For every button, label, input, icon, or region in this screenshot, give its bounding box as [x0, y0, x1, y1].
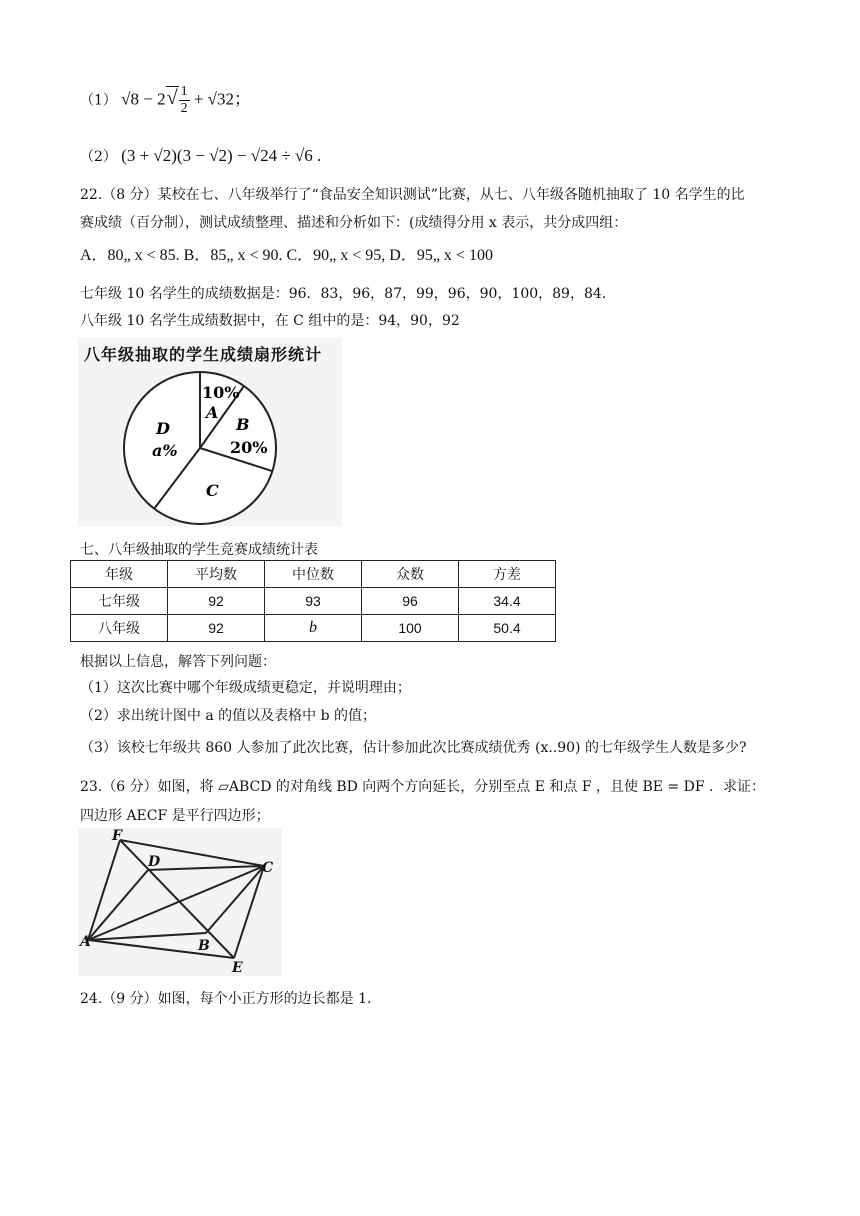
table-header: 年级 [71, 561, 168, 588]
edge-ec [234, 866, 264, 958]
pie-figure [78, 338, 342, 526]
stats-table-title: 七、八年级抽取的学生竞赛成绩统计表 [80, 541, 318, 557]
table-header: 平均数 [168, 561, 265, 588]
pie-label-b: B [236, 415, 250, 434]
pie-title: 八年级抽取的学生成绩扇形统计 [84, 345, 323, 364]
q22-sub3: （3）该校七年级共 860 人参加了此次比赛，估计参加此次比赛成绩优秀 (x..90) 的七年级学生人数是多少? [80, 740, 747, 756]
parallelogram-figure [78, 828, 282, 976]
pie-label-a: A [206, 403, 219, 422]
table-cell: 92 [168, 615, 265, 642]
q23-line1: 23.（6 分）如图，将 ▱ABCD 的对角线 BD 向两个方向延长，分别至点 E 和点 F ，且使 BE = DF ．求证： [80, 779, 766, 795]
edge-fa [88, 840, 120, 940]
q22-sub1: （1）这次比赛中哪个年级成绩更稳定，并说明理由； [80, 680, 411, 696]
q21-part1-expr-b: + √32； [193, 89, 251, 109]
q21-part2-label: （2） [80, 149, 117, 165]
table-cell: 96 [362, 588, 459, 615]
pie-label-a-pct: 10% [202, 383, 240, 402]
edge-ab [88, 933, 206, 940]
table-cell: 93 [265, 588, 362, 615]
q22-line2: 赛成绩（百分制），测试成绩整理、描述和分析如下：(成绩得分用 x 表示，共分成四组： [80, 215, 628, 231]
pie-label-d: D [156, 419, 170, 438]
q21-part2 [80, 146, 321, 166]
pie-label-d-pct: a% [152, 441, 178, 460]
pie-chart [78, 338, 342, 526]
q22-grade8-c: 八年级 10 名学生成绩数据中，在 C 组中的是：94，90，92 [80, 313, 460, 329]
q21-part1: （1） √8 − 2√ $\frac{1}{2}$ + √32； [80, 84, 251, 116]
pie-label-c: C [206, 481, 219, 500]
point-e-label: E [232, 960, 243, 976]
point-d-label: D [148, 854, 161, 870]
table-cell: 34.4 [459, 588, 556, 615]
table-cell: 92 [168, 588, 265, 615]
q23-line2: 四边形 AECF 是平行四边形； [80, 808, 270, 824]
diagonal-ac [88, 866, 264, 940]
table-header-row [71, 561, 556, 588]
table-header: 方差 [459, 561, 556, 588]
table-row [71, 588, 556, 615]
table-row [71, 615, 556, 642]
point-c-label: C [262, 860, 274, 876]
table-header: 中位数 [265, 561, 362, 588]
table-cell: b [265, 615, 362, 642]
table-header: 众数 [362, 561, 459, 588]
point-a-label: A [80, 934, 91, 950]
table-cell: 50.4 [459, 615, 556, 642]
edge-ae [88, 940, 234, 958]
edge-bc [206, 866, 264, 933]
parallelogram-diagram [78, 828, 282, 976]
q21-part1-expr-a: √8 − 2 [121, 89, 166, 109]
point-b-label: B [198, 938, 210, 954]
edge-da [88, 870, 148, 940]
q21-part1-label: （1） [80, 92, 117, 109]
q22-line1: 22.（8 分）某校在七、八年级举行了“食品安全知识测试”比赛，从七、八年级各随机抽取了 10 名学生的比 [80, 187, 745, 203]
fraction-denominator: 2 [180, 101, 188, 116]
edge-dc [148, 866, 264, 870]
q21-fraction [179, 84, 190, 117]
q22-grade7-data: 七年级 10 名学生的成绩数据是：96．83，96，87，99，96，90，100，89，84． [80, 286, 616, 302]
q22-sub2: （2）求出统计图中 a 的值以及表格中 b 的值； [80, 708, 377, 724]
q22-prompt: 根据以上信息，解答下列问题： [80, 654, 276, 670]
q22-groups: A．80„ x < 85. B．85„ x < 90. C．90„ x < 95, D．95„ x < 100 [80, 247, 493, 264]
point-f-label: F [112, 828, 122, 844]
q24-line1: 24.（9 分）如图，每个小正方形的边长都是 1. [80, 991, 372, 1007]
table-cell: 八年级 [71, 615, 168, 642]
pie-label-b-pct: 20% [230, 438, 268, 457]
table-cell: 七年级 [71, 588, 168, 615]
table-cell: 100 [362, 615, 459, 642]
fraction-numerator: 1 [180, 84, 188, 99]
q21-part2-expr: (3 + √2)(3 − √2) − √24 ÷ √6 . [121, 146, 322, 165]
stats-table [70, 560, 556, 642]
